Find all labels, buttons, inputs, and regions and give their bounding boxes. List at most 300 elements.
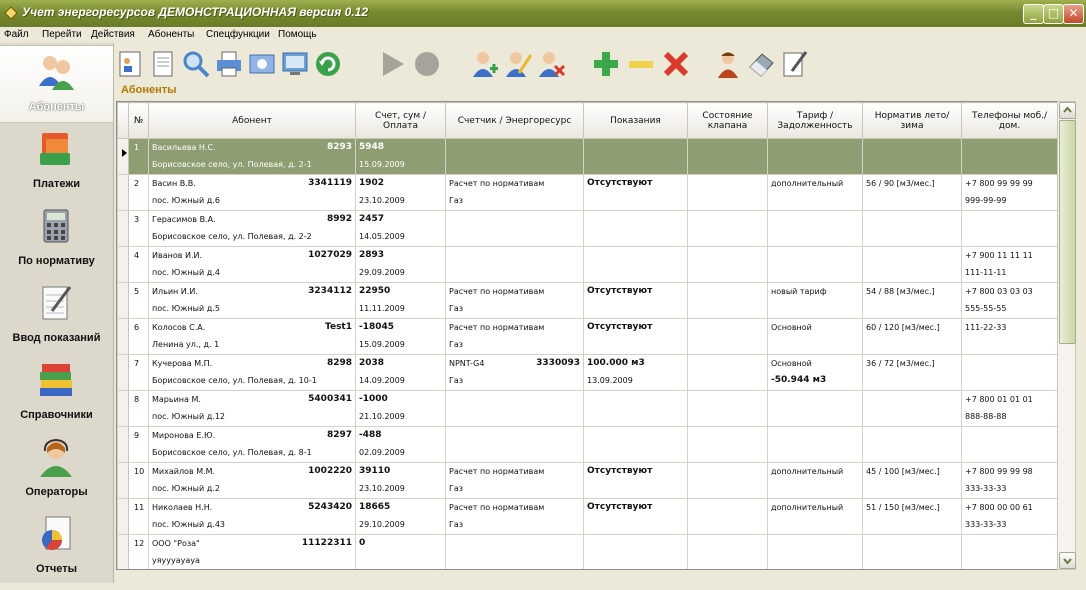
column-header-tariff[interactable]: Тариф / Задолженность — [768, 103, 863, 139]
column-header-meter[interactable]: Счетчик / Энергоресурс — [446, 103, 584, 139]
cell-subscriber[interactable] — [149, 175, 356, 211]
column-header-bill[interactable]: Счет, сум / Оплата — [356, 103, 446, 139]
cell-meter[interactable] — [446, 499, 584, 535]
play-icon[interactable] — [377, 49, 407, 79]
table-row[interactable] — [118, 247, 1058, 283]
sidebar — [0, 43, 114, 583]
table-row[interactable] — [118, 499, 1058, 535]
cell-meter[interactable] — [446, 175, 584, 211]
cell-tariff[interactable] — [768, 391, 863, 427]
cell-bill[interactable] — [356, 355, 446, 391]
remove-icon[interactable] — [626, 49, 656, 79]
account-code: 1027029 — [308, 250, 352, 260]
row-number: 9 — [134, 431, 140, 440]
subscriber-name: Васин В.В. — [152, 179, 196, 188]
cell-subscriber[interactable] — [149, 499, 356, 535]
phone-mobile — [962, 139, 1057, 156]
stop-icon[interactable] — [412, 49, 442, 79]
table-row[interactable] — [118, 139, 1058, 175]
cell-number[interactable] — [129, 391, 149, 427]
row-number: 1 — [134, 143, 140, 152]
cell-number[interactable] — [129, 499, 149, 535]
notepad-icon — [36, 283, 76, 323]
cell-number[interactable] — [129, 463, 149, 499]
debt-value — [768, 300, 862, 317]
menu-bar — [0, 27, 1086, 43]
energy-resource — [446, 444, 583, 461]
payment-date: 15.09.2009 — [359, 340, 405, 349]
reading-date — [584, 552, 687, 569]
cell-subscriber[interactable] — [149, 319, 356, 355]
cell-valve[interactable] — [688, 391, 768, 427]
scroll-up-button[interactable] — [1059, 102, 1076, 119]
row-selector[interactable] — [118, 391, 129, 427]
bill-sum: -488 — [359, 430, 382, 440]
cell-meter[interactable] — [446, 211, 584, 247]
cell-norm[interactable] — [863, 211, 962, 247]
sidebar-item-subscribers[interactable] — [0, 45, 113, 123]
norm-value: 51 / 150 [м3/мес.] — [866, 503, 940, 512]
table-row[interactable] — [118, 319, 1058, 355]
vertical-scrollbar[interactable] — [1057, 101, 1076, 570]
cell-valve[interactable] — [688, 175, 768, 211]
cell-valve[interactable] — [688, 355, 768, 391]
cell-valve[interactable] — [688, 427, 768, 463]
report-icon — [36, 514, 76, 554]
account-code: 5400341 — [308, 394, 352, 404]
cell-readings[interactable] — [584, 139, 688, 175]
cell-norm[interactable] — [863, 139, 962, 175]
bill-sum: 22950 — [359, 286, 391, 296]
tariff-name: Основной — [771, 359, 812, 368]
cell-meter[interactable] — [446, 283, 584, 319]
table-row[interactable] — [118, 355, 1058, 391]
norm-value: 56 / 90 [м3/мес.] — [866, 179, 935, 188]
subscriber-address: пос. Южный д.4 — [152, 268, 220, 277]
reading-value — [584, 139, 687, 156]
payments-icon — [36, 129, 76, 169]
cell-phones[interactable] — [962, 283, 1058, 319]
cell-meter[interactable] — [446, 355, 584, 391]
sidebar-item-by-norm[interactable] — [0, 200, 113, 276]
cell-readings[interactable] — [584, 283, 688, 319]
reading-value: Отсутствуют — [587, 286, 653, 296]
table-row[interactable] — [118, 211, 1058, 247]
account-code: 8297 — [326, 430, 352, 440]
norm-value — [863, 391, 961, 408]
refresh-icon[interactable] — [313, 49, 343, 79]
cell-norm[interactable] — [863, 319, 962, 355]
sidebar-item-label: Платежи — [33, 178, 80, 190]
cell-norm[interactable] — [863, 535, 962, 571]
cell-valve[interactable] — [688, 319, 768, 355]
valve-state — [688, 427, 767, 444]
subscriber-address: пос. Южный д.43 — [152, 520, 225, 529]
cell-tariff[interactable] — [768, 535, 863, 571]
reading-date — [584, 156, 687, 173]
sidebar-item-directories[interactable] — [0, 354, 113, 430]
cell-tariff[interactable] — [768, 283, 863, 319]
menu-special[interactable]: Спецфункции — [206, 29, 270, 40]
norm-value — [863, 427, 961, 444]
cell-meter[interactable] — [446, 139, 584, 175]
books-icon — [36, 360, 76, 400]
tariff-name: дополнительный — [771, 179, 844, 188]
subscriber-name: Марьина М. — [152, 395, 201, 404]
payment-date: 14.09.2009 — [359, 376, 405, 385]
norm-value: 45 / 100 [м3/мес.] — [866, 467, 940, 476]
payment-date: 23.10.2009 — [359, 196, 405, 205]
minimize-button[interactable]: _ — [1023, 4, 1044, 24]
cell-subscriber[interactable] — [149, 247, 356, 283]
cell-tariff[interactable] — [768, 175, 863, 211]
menu-help[interactable]: Помощь — [278, 29, 317, 40]
bill-sum: 1902 — [359, 178, 385, 188]
cell-meter[interactable] — [446, 427, 584, 463]
print-icon[interactable] — [214, 49, 244, 79]
row-number: 7 — [134, 359, 140, 368]
row-selector[interactable] — [118, 535, 129, 571]
cell-readings[interactable] — [584, 391, 688, 427]
cell-readings[interactable] — [584, 499, 688, 535]
cell-subscriber[interactable] — [149, 463, 356, 499]
phone-mobile — [962, 427, 1057, 444]
table-row[interactable] — [118, 283, 1058, 319]
column-header-readings[interactable]: Показания — [584, 103, 688, 139]
status-bar — [0, 583, 1086, 590]
close-button[interactable]: ✕ — [1063, 4, 1084, 24]
reading-date — [584, 192, 687, 209]
bill-sum: 2038 — [359, 358, 385, 368]
scroll-down-button[interactable] — [1059, 552, 1076, 569]
table-row[interactable] — [118, 463, 1058, 499]
row-number: 2 — [134, 179, 140, 188]
reading-date — [584, 228, 687, 245]
row-number: 11 — [134, 503, 145, 512]
debt-value — [768, 444, 862, 461]
subscriber-name: Васильева Н.С. — [152, 143, 216, 152]
scroll-thumb[interactable] — [1059, 120, 1076, 344]
cell-phones[interactable] — [962, 535, 1058, 571]
cell-subscriber[interactable] — [149, 391, 356, 427]
row-selector[interactable] — [118, 175, 129, 211]
energy-resource — [446, 264, 583, 281]
reading-value: Отсутствуют — [587, 322, 653, 332]
cell-phones[interactable] — [962, 139, 1058, 175]
row-selector[interactable] — [118, 463, 129, 499]
cell-number[interactable] — [129, 319, 149, 355]
cell-readings[interactable] — [584, 211, 688, 247]
cell-bill[interactable] — [356, 391, 446, 427]
cell-bill[interactable] — [356, 427, 446, 463]
cell-phones[interactable] — [962, 427, 1058, 463]
sidebar-item-label: По нормативу — [18, 255, 95, 267]
cell-subscriber[interactable] — [149, 535, 356, 571]
cell-tariff[interactable] — [768, 211, 863, 247]
card-icon[interactable] — [115, 49, 145, 79]
cell-number[interactable] — [129, 175, 149, 211]
cell-number[interactable] — [129, 139, 149, 175]
subscriber-name: Колосов С.А. — [152, 323, 206, 332]
valve-state — [688, 175, 767, 192]
menu-actions[interactable]: Действия — [91, 29, 135, 40]
cell-bill[interactable] — [356, 319, 446, 355]
tariff-name — [768, 391, 862, 408]
payment-date: 11.11.2009 — [359, 304, 405, 313]
column-header-subscriber[interactable]: Абонент — [149, 103, 356, 139]
cell-subscriber[interactable] — [149, 139, 356, 175]
cell-bill[interactable] — [356, 175, 446, 211]
row-number: 6 — [134, 323, 140, 332]
cell-norm[interactable] — [863, 355, 962, 391]
energy-resource — [446, 228, 583, 245]
reading-date — [584, 516, 687, 533]
account-code: 8293 — [326, 142, 352, 152]
document-icon[interactable] — [148, 49, 178, 79]
sidebar-item-operators[interactable] — [0, 431, 113, 507]
phone-mobile: +7 800 03 03 03 — [965, 287, 1033, 296]
valve-state — [688, 535, 767, 552]
add-icon[interactable] — [591, 49, 621, 79]
eraser-icon[interactable] — [746, 49, 776, 79]
chevron-up-icon — [1060, 103, 1075, 118]
column-header-number[interactable]: № — [129, 103, 149, 139]
cell-readings[interactable] — [584, 463, 688, 499]
cell-bill[interactable] — [356, 535, 446, 571]
cell-norm[interactable] — [863, 427, 962, 463]
cell-valve[interactable] — [688, 283, 768, 319]
cell-tariff[interactable] — [768, 499, 863, 535]
search-icon[interactable] — [181, 49, 211, 79]
payment-date: 14.05.2009 — [359, 232, 405, 241]
edit-icon[interactable] — [779, 49, 809, 79]
row-selector[interactable] — [118, 427, 129, 463]
cell-norm[interactable] — [863, 391, 962, 427]
cell-valve[interactable] — [688, 535, 768, 571]
phone-home — [962, 156, 1057, 173]
cell-bill[interactable] — [356, 139, 446, 175]
cell-readings[interactable] — [584, 247, 688, 283]
cell-norm[interactable] — [863, 247, 962, 283]
cell-subscriber[interactable] — [149, 211, 356, 247]
account-code: Test1 — [325, 322, 352, 332]
monitor-icon[interactable] — [280, 49, 310, 79]
row-selector[interactable] — [118, 247, 129, 283]
cell-meter[interactable] — [446, 535, 584, 571]
add-user-icon[interactable] — [470, 49, 500, 79]
sidebar-item-payments[interactable] — [0, 123, 113, 199]
chevron-down-icon — [1060, 553, 1075, 568]
cell-readings[interactable] — [584, 175, 688, 211]
tariff-name: дополнительный — [771, 467, 844, 476]
row-selector[interactable] — [118, 355, 129, 391]
row-selector[interactable] — [118, 211, 129, 247]
row-selector[interactable] — [118, 139, 129, 175]
cell-norm[interactable] — [863, 499, 962, 535]
cell-subscriber[interactable] — [149, 427, 356, 463]
cell-number[interactable] — [129, 283, 149, 319]
row-selector[interactable] — [118, 319, 129, 355]
cell-number[interactable] — [129, 427, 149, 463]
menu-subscribers[interactable]: Абоненты — [148, 29, 195, 40]
bill-sum: 2893 — [359, 250, 385, 260]
cell-bill[interactable] — [356, 247, 446, 283]
cell-meter[interactable] — [446, 463, 584, 499]
cell-tariff[interactable] — [768, 427, 863, 463]
cell-bill[interactable] — [356, 283, 446, 319]
reading-date — [584, 444, 687, 461]
debt-value: -50.944 м3 — [771, 375, 827, 385]
debt-value — [768, 552, 862, 569]
cell-phones[interactable] — [962, 463, 1058, 499]
cell-readings[interactable] — [584, 535, 688, 571]
delete-icon[interactable] — [661, 49, 691, 79]
subscriber-address: уяуууауауа — [152, 556, 200, 565]
norm-value: 54 / 88 [м3/мес.] — [866, 287, 935, 296]
meter-type: Расчет по нормативам — [449, 323, 545, 332]
column-header-phones[interactable]: Телефоны моб./дом. — [962, 103, 1058, 139]
sidebar-item-reports[interactable] — [0, 508, 113, 584]
cell-meter[interactable] — [446, 391, 584, 427]
valve-state — [688, 139, 767, 156]
cell-phones[interactable] — [962, 499, 1058, 535]
cell-phones[interactable] — [962, 391, 1058, 427]
energy-resource — [446, 552, 583, 569]
app-icon — [4, 6, 18, 20]
account-code: 8992 — [326, 214, 352, 224]
cell-number[interactable] — [129, 355, 149, 391]
energy-resource: Газ — [449, 484, 464, 493]
phone-home — [962, 552, 1057, 569]
table-row[interactable] — [118, 427, 1058, 463]
cell-number[interactable] — [129, 535, 149, 571]
subscriber-address: Ленина ул., д. 1 — [152, 340, 220, 349]
cell-valve[interactable] — [688, 139, 768, 175]
cell-meter[interactable] — [446, 247, 584, 283]
cell-tariff[interactable] — [768, 139, 863, 175]
table-row[interactable] — [118, 391, 1058, 427]
cell-valve[interactable] — [688, 247, 768, 283]
reading-date — [584, 480, 687, 497]
tariff-name: дополнительный — [771, 503, 844, 512]
phone-mobile: +7 800 01 01 01 — [965, 395, 1033, 404]
cell-tariff[interactable] — [768, 319, 863, 355]
tariff-name — [768, 139, 862, 156]
valve-state — [688, 391, 767, 408]
delete-user-icon[interactable] — [536, 49, 566, 79]
column-header-norm[interactable]: Норматив лето/зима — [863, 103, 962, 139]
section-title: Абоненты — [121, 84, 177, 96]
cell-number[interactable] — [129, 247, 149, 283]
cell-bill[interactable] — [356, 499, 446, 535]
cell-meter[interactable] — [446, 319, 584, 355]
payment-date: 15.09.2009 — [359, 160, 405, 169]
subscriber-address: Борисовское село, ул. Полевая, д. 2-2 — [152, 232, 312, 241]
cell-number[interactable] — [129, 211, 149, 247]
cell-bill[interactable] — [356, 463, 446, 499]
sidebar-item-readings[interactable] — [0, 277, 113, 353]
cell-valve[interactable] — [688, 211, 768, 247]
menu-file[interactable]: Файл — [4, 29, 29, 40]
reading-date — [584, 264, 687, 281]
subscriber-name: Михайлов М.М. — [152, 467, 216, 476]
row-selector[interactable] — [118, 499, 129, 535]
valve-state — [688, 319, 767, 336]
cell-readings[interactable] — [584, 427, 688, 463]
account-code: 8298 — [326, 358, 352, 368]
phone-home — [962, 336, 1057, 353]
row-number: 5 — [134, 287, 140, 296]
norm-value — [863, 139, 961, 156]
cell-tariff[interactable] — [768, 463, 863, 499]
bill-sum: 5948 — [359, 142, 385, 152]
cell-norm[interactable] — [863, 283, 962, 319]
cell-bill[interactable] — [356, 211, 446, 247]
row-selector[interactable] — [118, 283, 129, 319]
reading-date — [584, 408, 687, 425]
cell-readings[interactable] — [584, 355, 688, 391]
phone-home: 999-99-99 — [965, 196, 1007, 205]
energy-resource: Газ — [449, 376, 464, 385]
cell-phones[interactable] — [962, 319, 1058, 355]
subscribers-table — [116, 101, 1058, 570]
debt-value — [768, 192, 862, 209]
cell-norm[interactable] — [863, 463, 962, 499]
cell-valve[interactable] — [688, 499, 768, 535]
cell-phones[interactable] — [962, 211, 1058, 247]
bill-sum: -1000 — [359, 394, 388, 404]
toolbar — [115, 45, 1085, 85]
cell-valve[interactable] — [688, 463, 768, 499]
energy-resource: Газ — [449, 304, 464, 313]
energy-resource: Газ — [449, 340, 464, 349]
cell-phones[interactable] — [962, 175, 1058, 211]
cell-subscriber[interactable] — [149, 283, 356, 319]
person-icon[interactable] — [713, 49, 743, 79]
tariff-name — [768, 211, 862, 228]
meter-type: Расчет по нормативам — [449, 467, 545, 476]
row-selector-header — [118, 103, 129, 139]
sidebar-item-label: Справочники — [20, 409, 93, 421]
cell-tariff[interactable] — [768, 247, 863, 283]
edit-user-icon[interactable] — [503, 49, 533, 79]
cell-norm[interactable] — [863, 175, 962, 211]
menu-go[interactable]: Перейти — [42, 29, 82, 40]
row-pointer-icon — [122, 149, 127, 157]
column-header-valve[interactable]: Состояние клапана — [688, 103, 768, 139]
phone-mobile — [962, 211, 1057, 228]
phone-home: 555-55-55 — [965, 304, 1007, 313]
table-row[interactable] — [118, 535, 1058, 571]
subscriber-name: Кучерова М.П. — [152, 359, 213, 368]
reading-value: Отсутствуют — [587, 466, 653, 476]
cell-phones[interactable] — [962, 247, 1058, 283]
energy-resource — [446, 156, 583, 173]
phone-home — [962, 372, 1057, 389]
preview-icon[interactable] — [247, 49, 277, 79]
row-number: 12 — [134, 539, 145, 548]
cell-readings[interactable] — [584, 319, 688, 355]
cell-tariff[interactable] — [768, 355, 863, 391]
maximize-button[interactable]: □ — [1043, 4, 1064, 24]
norm-value: 60 / 120 [м3/мес.] — [866, 323, 940, 332]
title-bar[interactable] — [0, 0, 1086, 27]
cell-subscriber[interactable] — [149, 355, 356, 391]
tariff-name — [768, 247, 862, 264]
valve-state — [688, 355, 767, 372]
table-row[interactable] — [118, 175, 1058, 211]
cell-phones[interactable] — [962, 355, 1058, 391]
